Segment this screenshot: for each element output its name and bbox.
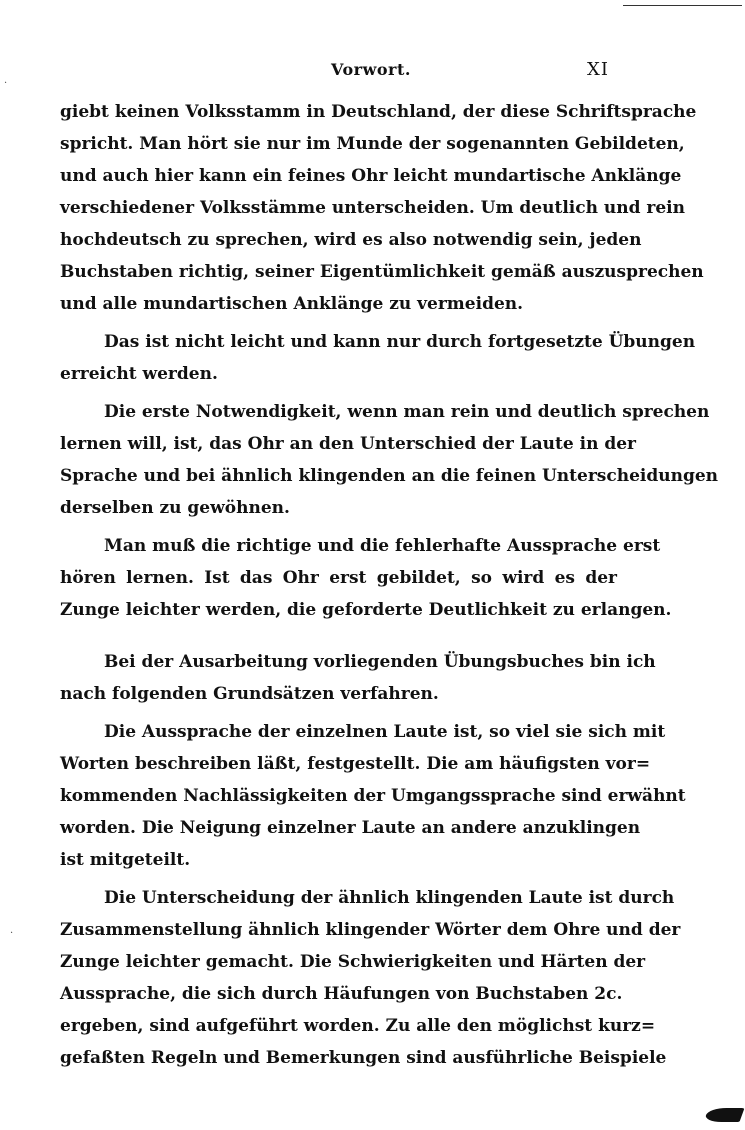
text-line: Zusammenstellung ähnlich klingender Wörter dem Ohre und der	[60, 920, 681, 940]
text-line: Buchstaben richtig, seiner Eigentümlichkeit gemäß auszusprechen	[60, 262, 704, 282]
text-line: Sprache und bei ähnlich klingenden an die feinen Unterscheidungen	[60, 466, 719, 486]
paragraph	[60, 716, 686, 876]
text-line: und auch hier kann ein feines Ohr leicht mundartische Anklänge	[60, 166, 682, 186]
section-gap	[60, 632, 617, 646]
text-line: worden. Die Neigung einzelner Laute an andere anzuklingen	[60, 818, 641, 838]
paragraph	[60, 326, 696, 390]
text-line: spricht. Man hört sie nur im Munde der sogenannten Gebildeten,	[60, 134, 685, 154]
paragraph	[60, 530, 672, 626]
text-line: lernen will, ist, das Ohr an den Unterschied der Laute in der	[60, 434, 637, 454]
paragraph	[60, 646, 656, 710]
paragraph	[60, 882, 681, 1074]
text-line: Das ist nicht leicht und kann nur durch fortgesetzte Übungen	[104, 332, 696, 352]
text-line: hochdeutsch zu sprechen, wird es also notwendig sein, jeden	[60, 230, 642, 250]
text-line: kommenden Nachlässigkeiten der Umgangssprache sind erwähnt	[60, 786, 686, 806]
text-line: Man muß die richtige und die fehlerhafte Aussprache erst	[104, 536, 661, 556]
text-line: Die Aussprache der einzelnen Laute ist, so viel sie sich mit	[104, 722, 666, 742]
text-line: ergeben, sind aufgeführt worden. Zu alle den möglichst kurz=	[60, 1016, 656, 1036]
margin-speck: ·	[10, 928, 14, 939]
text-line: verschiedener Volksstämme unterscheiden. Um deutlich und rein	[60, 198, 685, 218]
paragraph	[60, 396, 719, 524]
text-line: gefaßten Regeln und Bemerkungen sind ausführliche Beispiele	[60, 1048, 667, 1068]
page-number: XI	[587, 59, 609, 80]
text-line: Die erste Notwendigkeit, wenn man rein und deutlich sprechen	[104, 402, 710, 422]
ink-blot	[703, 1108, 744, 1122]
text-line: ist mitgeteilt.	[60, 850, 191, 870]
body-text	[60, 96, 719, 1080]
paragraph	[60, 96, 704, 320]
margin-speck: ·	[4, 78, 8, 89]
running-header-title: Vorwort.	[331, 60, 411, 79]
text-line: und alle mundartischen Anklänge zu vermeiden.	[60, 294, 524, 314]
text-line: Bei der Ausarbeitung vorliegenden Übungsbuches bin ich	[104, 652, 656, 672]
text-line: hören lernen. Ist das Ohr erst gebildet, so wird es der	[60, 568, 617, 588]
text-line: Zunge leichter gemacht. Die Schwierigkeiten und Härten der	[60, 952, 646, 972]
top-border-rule	[623, 5, 742, 6]
text-line: giebt keinen Volksstamm in Deutschland, der diese Schriftsprache	[60, 102, 697, 122]
text-line: Aussprache, die sich durch Häufungen von Buchstaben 2c.	[60, 984, 623, 1004]
text-line: Worten beschreiben läßt, festgestellt. Die am häufigsten vor=	[60, 754, 651, 774]
text-line: derselben zu gewöhnen.	[60, 498, 290, 518]
text-line: Zunge leichter werden, die geforderte Deutlichkeit zu erlangen.	[60, 600, 672, 620]
text-line: nach folgenden Grundsätzen verfahren.	[60, 684, 439, 704]
text-line: Die Unterscheidung der ähnlich klingenden Laute ist durch	[104, 888, 675, 908]
text-line: erreicht werden.	[60, 364, 218, 384]
